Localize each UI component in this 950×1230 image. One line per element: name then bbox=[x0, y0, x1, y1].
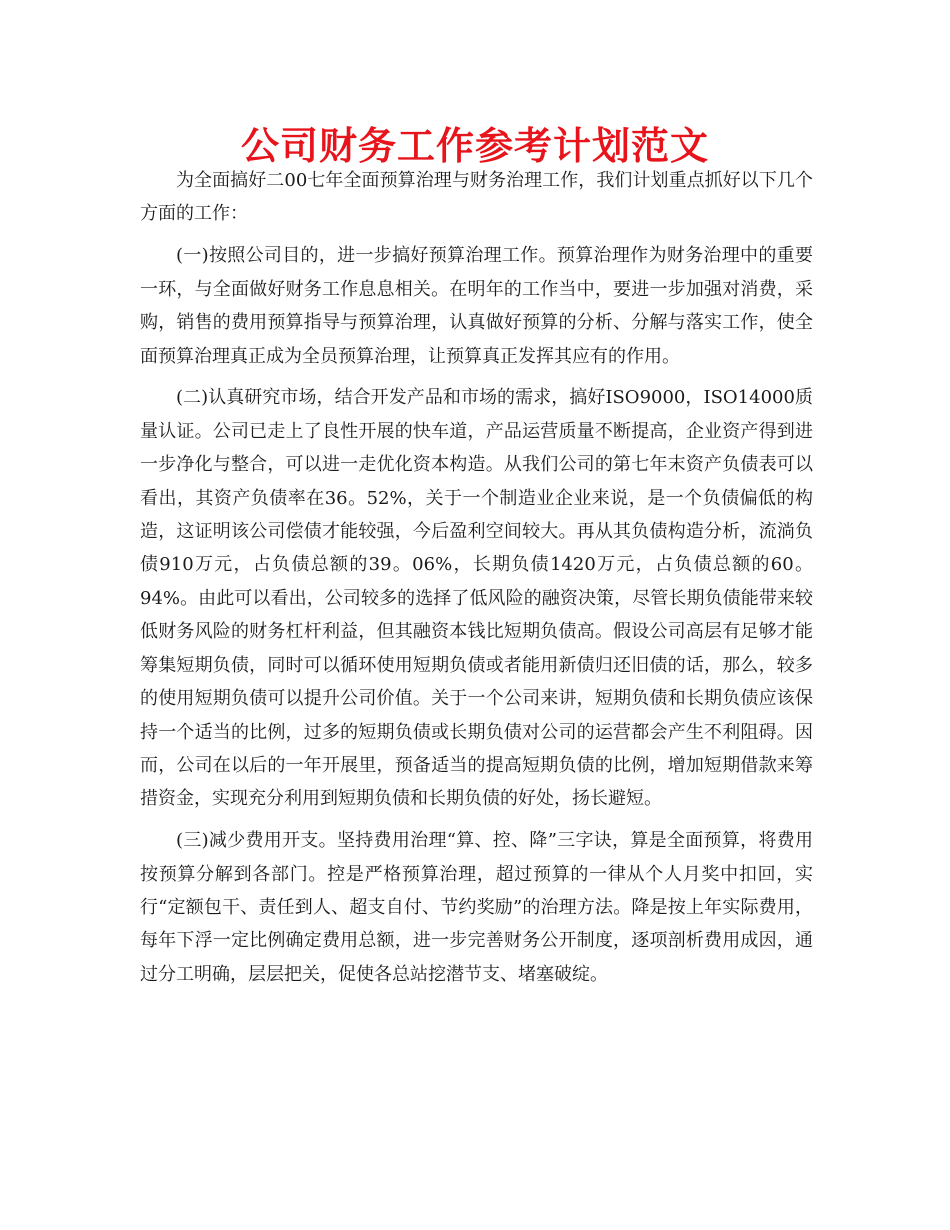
paragraph-cost-reduction: (三)减少费用开支。坚持费用治理“算、控、降”三字诀，算是全面预算，将费用按预算分解到各部门。控是严格预算治理，超过预算的一律从个人月奖中扣回，实行“定额包干、责任到人、超支自付、节约奖励”的治理方法。降是按上年实际费用，每年下浮一定比例确定费用总额，进一步完善财务公开制度，逐项剖析费用成因，通过分工明确，层层把关，促使各总站挖潜节支、堵塞破绽。 bbox=[140, 830, 813, 985]
paragraph-market-research: (二)认真研究市场，结合开发产品和市场的需求，搞好ISO9000，ISO14000质量认证。公司已走上了良性开展的快车道，产品运营质量不断提高，企业资产得到进一步净化与整合，可以进一走优化资本构造。从我们公司的第七年末资产负债表可以看出，其资产负债率在36。52%，关于一个制造业企业来说，是一个负债偏低的构造，这证明该公司偿债才能较强，今后盈利空间较大。再从其负债构造分析，流淌负债910万元，占负债总额的39。06%，长期负债1420万元，占负债总额的60。94%。由此可以看出，公司较多的选择了低风险的融资决策，尽管长期负债能带来较低财务风险的财务杠杆利益，但其融资本钱比短期负债高。假设公司高层有足够才能筹集短期负债，同时可以循环使用短期负债或者能用新债归还旧债的话，那么，较多的使用短期负债可以提升公司价值。关于一个公司来讲，短期负债和长期负债应该保持一个适当的比例，过多的短期负债或长期负债对公司的运营都会产生不利阻碍。因而，公司在以后的一年开展里，预备适当的提高短期负债的比例，增加短期借款来筹措资金，实现充分利用到短期负债和长期负债的好处，扬长避短。 bbox=[140, 387, 813, 810]
intro-paragraph: 为全面搞好二00七年全面预算治理与财务治理工作，我们计划重点抓好以下几个方面的工作： bbox=[140, 170, 813, 225]
document-title: 公司财务工作参考计划范文 bbox=[240, 124, 709, 168]
paragraph-budget-management: (一)按照公司目的，进一步搞好预算治理工作。预算治理作为财务治理中的重要一环，与全面做好财务工作息息相关。在明年的工作当中，要进一步加强对消费，采购，销售的费用预算指导与预算治理，认真做好预算的分析、分解与落实工作，使全面预算治理真正成为全员预算治理，让预算真正发挥其应有的作用。 bbox=[140, 245, 813, 367]
document-body bbox=[140, 164, 813, 1000]
